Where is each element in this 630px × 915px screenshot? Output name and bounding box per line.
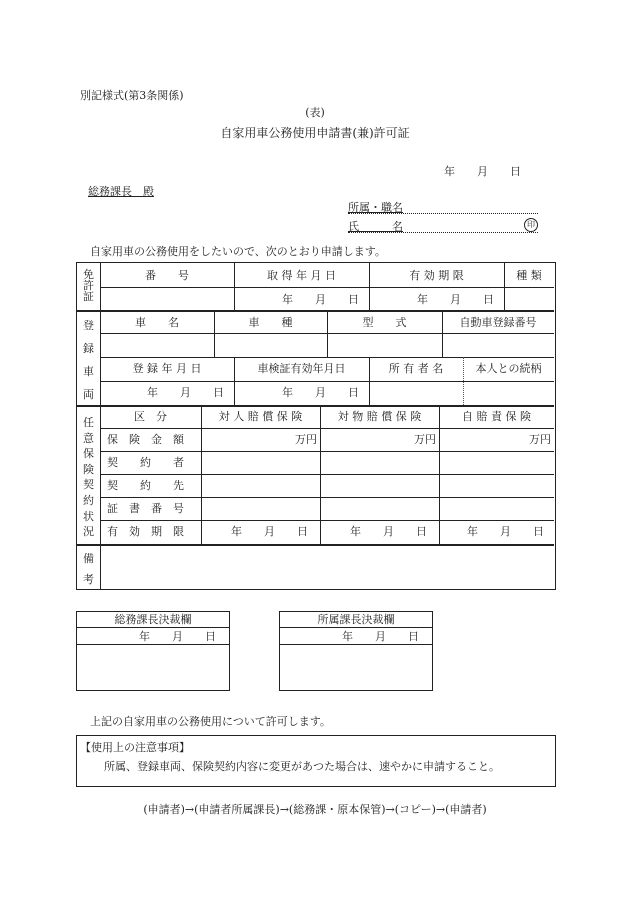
- general-affairs-approval-box[interactable]: [76, 611, 230, 691]
- usage-notes-box: [76, 735, 556, 787]
- addressee: 総務課長 殿: [88, 185, 154, 198]
- insurance-period-label: 有 効 期 限: [107, 525, 184, 538]
- vehicle-inspection-header: 車検証有効年月日: [257, 362, 346, 375]
- license-side-label: 免 許 証: [83, 268, 94, 303]
- usage-notes-title: 【使用上の注意事項】: [80, 741, 190, 754]
- insurance-property-unit[interactable]: 万円: [414, 433, 436, 446]
- department-approval-date: 年 月 日: [342, 630, 419, 643]
- name-label: 氏 名: [348, 220, 403, 233]
- insurance-holder-label: 契 約 者: [107, 456, 184, 469]
- affiliation-label: 所属・職名: [348, 201, 403, 214]
- insurance-side-label: 任 意 保 険 契 約 状 況: [83, 416, 94, 539]
- remarks-field[interactable]: [101, 546, 554, 588]
- department-approval-box[interactable]: [279, 611, 433, 691]
- insurance-compulsory-unit[interactable]: 万円: [529, 433, 551, 446]
- affiliation-field[interactable]: [348, 199, 538, 214]
- insurance-property-period[interactable]: 年 月 日: [350, 525, 427, 538]
- license-number-header: 番 号: [145, 269, 189, 282]
- license-type-header: 種 類: [516, 269, 542, 282]
- general-affairs-approval-title: 総務課長決裁欄: [114, 613, 192, 626]
- insurance-insurer-label: 契 約 先: [107, 479, 184, 492]
- remarks-side-label: 備: [83, 552, 94, 565]
- vehicle-inspection-value[interactable]: 年 月 日: [282, 386, 359, 399]
- vehicle-regdate-value[interactable]: 年 月 日: [147, 386, 224, 399]
- application-date: 年 月 日: [444, 165, 521, 178]
- license-acquired-value[interactable]: 年 月 日: [282, 293, 359, 306]
- vehicle-model-header: 型 式: [362, 316, 407, 329]
- page-title: 自家用車公務使用申請書(兼)許可証: [220, 126, 410, 140]
- vehicle-relation-header: 本人との続柄: [475, 362, 542, 375]
- permit-text: 上記の自家用車の公務使用について許可します。: [90, 715, 331, 728]
- vehicle-owner-header: 所 有 者 名: [388, 362, 444, 375]
- department-approval-title: 所属課長決裁欄: [317, 613, 395, 626]
- vehicle-side-label: 登: [83, 319, 94, 332]
- license-acquired-header: 取 得 年 月 日: [267, 269, 336, 282]
- general-affairs-approval-date: 年 月 日: [139, 630, 216, 643]
- vehicle-kind-header: 車 種: [248, 316, 293, 329]
- name-field[interactable]: [348, 218, 538, 233]
- insurance-compulsory-period[interactable]: 年 月 日: [467, 525, 544, 538]
- insurance-category-header: 区 分: [134, 410, 167, 423]
- insurance-person-period[interactable]: 年 月 日: [231, 525, 308, 538]
- insurance-amount-label: 保 険 金 額: [107, 433, 184, 446]
- insurance-compulsory-header: 自 賠 責 保 険: [462, 410, 531, 423]
- form-side: (表): [305, 106, 325, 119]
- vehicle-regno-header: 自動車登録番号: [459, 316, 537, 329]
- license-expiry-value[interactable]: 年 月 日: [417, 293, 494, 306]
- license-expiry-header: 有 効 期 限: [409, 269, 464, 282]
- insurance-person-header: 対 人 賠 償 保 険: [218, 410, 303, 423]
- form-reference: 別記様式(第3条関係): [80, 89, 184, 102]
- insurance-property-header: 対 物 賠 償 保 険: [337, 410, 422, 423]
- vehicle-name-header: 車 名: [135, 316, 179, 329]
- insurance-cert-label: 証 書 番 号: [107, 502, 184, 515]
- application-form-table: 免 許 証 番 号 取 得 年 月 日 有 効 期 限 種 類 年 月 日 年 月 日 登 録 車 両 車 名 車 種 型 式 自動車登録番号 登 録 年 月 日 車検証有効年月日 所 有 者 名 本人との続柄 年 月 日 年 月 日 任 意 保 険 契 約 状 況 区 分 対 人 賠 償 保 険 対 物 賠 償 保 険 自 賠 責 保 険 保 険 金 額 契 約 者 契 約 先 証 書 番 号 有 効 期 限 万円 万円 万円 年 月 日 年 月 日 年 月 日 備 考: [76, 262, 556, 590]
- insurance-person-unit[interactable]: 万円: [295, 433, 317, 446]
- intro-text: 自家用車の公務使用をしたいので、次のとおり申請します。: [90, 245, 386, 258]
- vehicle-regdate-header: 登 録 年 月 日: [132, 362, 202, 375]
- seal-icon: 印: [524, 218, 538, 232]
- usage-notes-body: 所属、登録車両、保険契約内容に変更があつた場合は、速やかに申請すること。: [104, 760, 500, 773]
- routing-flow: (申請者)→(申請者所属課長)→(総務課・原本保管)→(コピー)→(申請者): [143, 803, 487, 816]
